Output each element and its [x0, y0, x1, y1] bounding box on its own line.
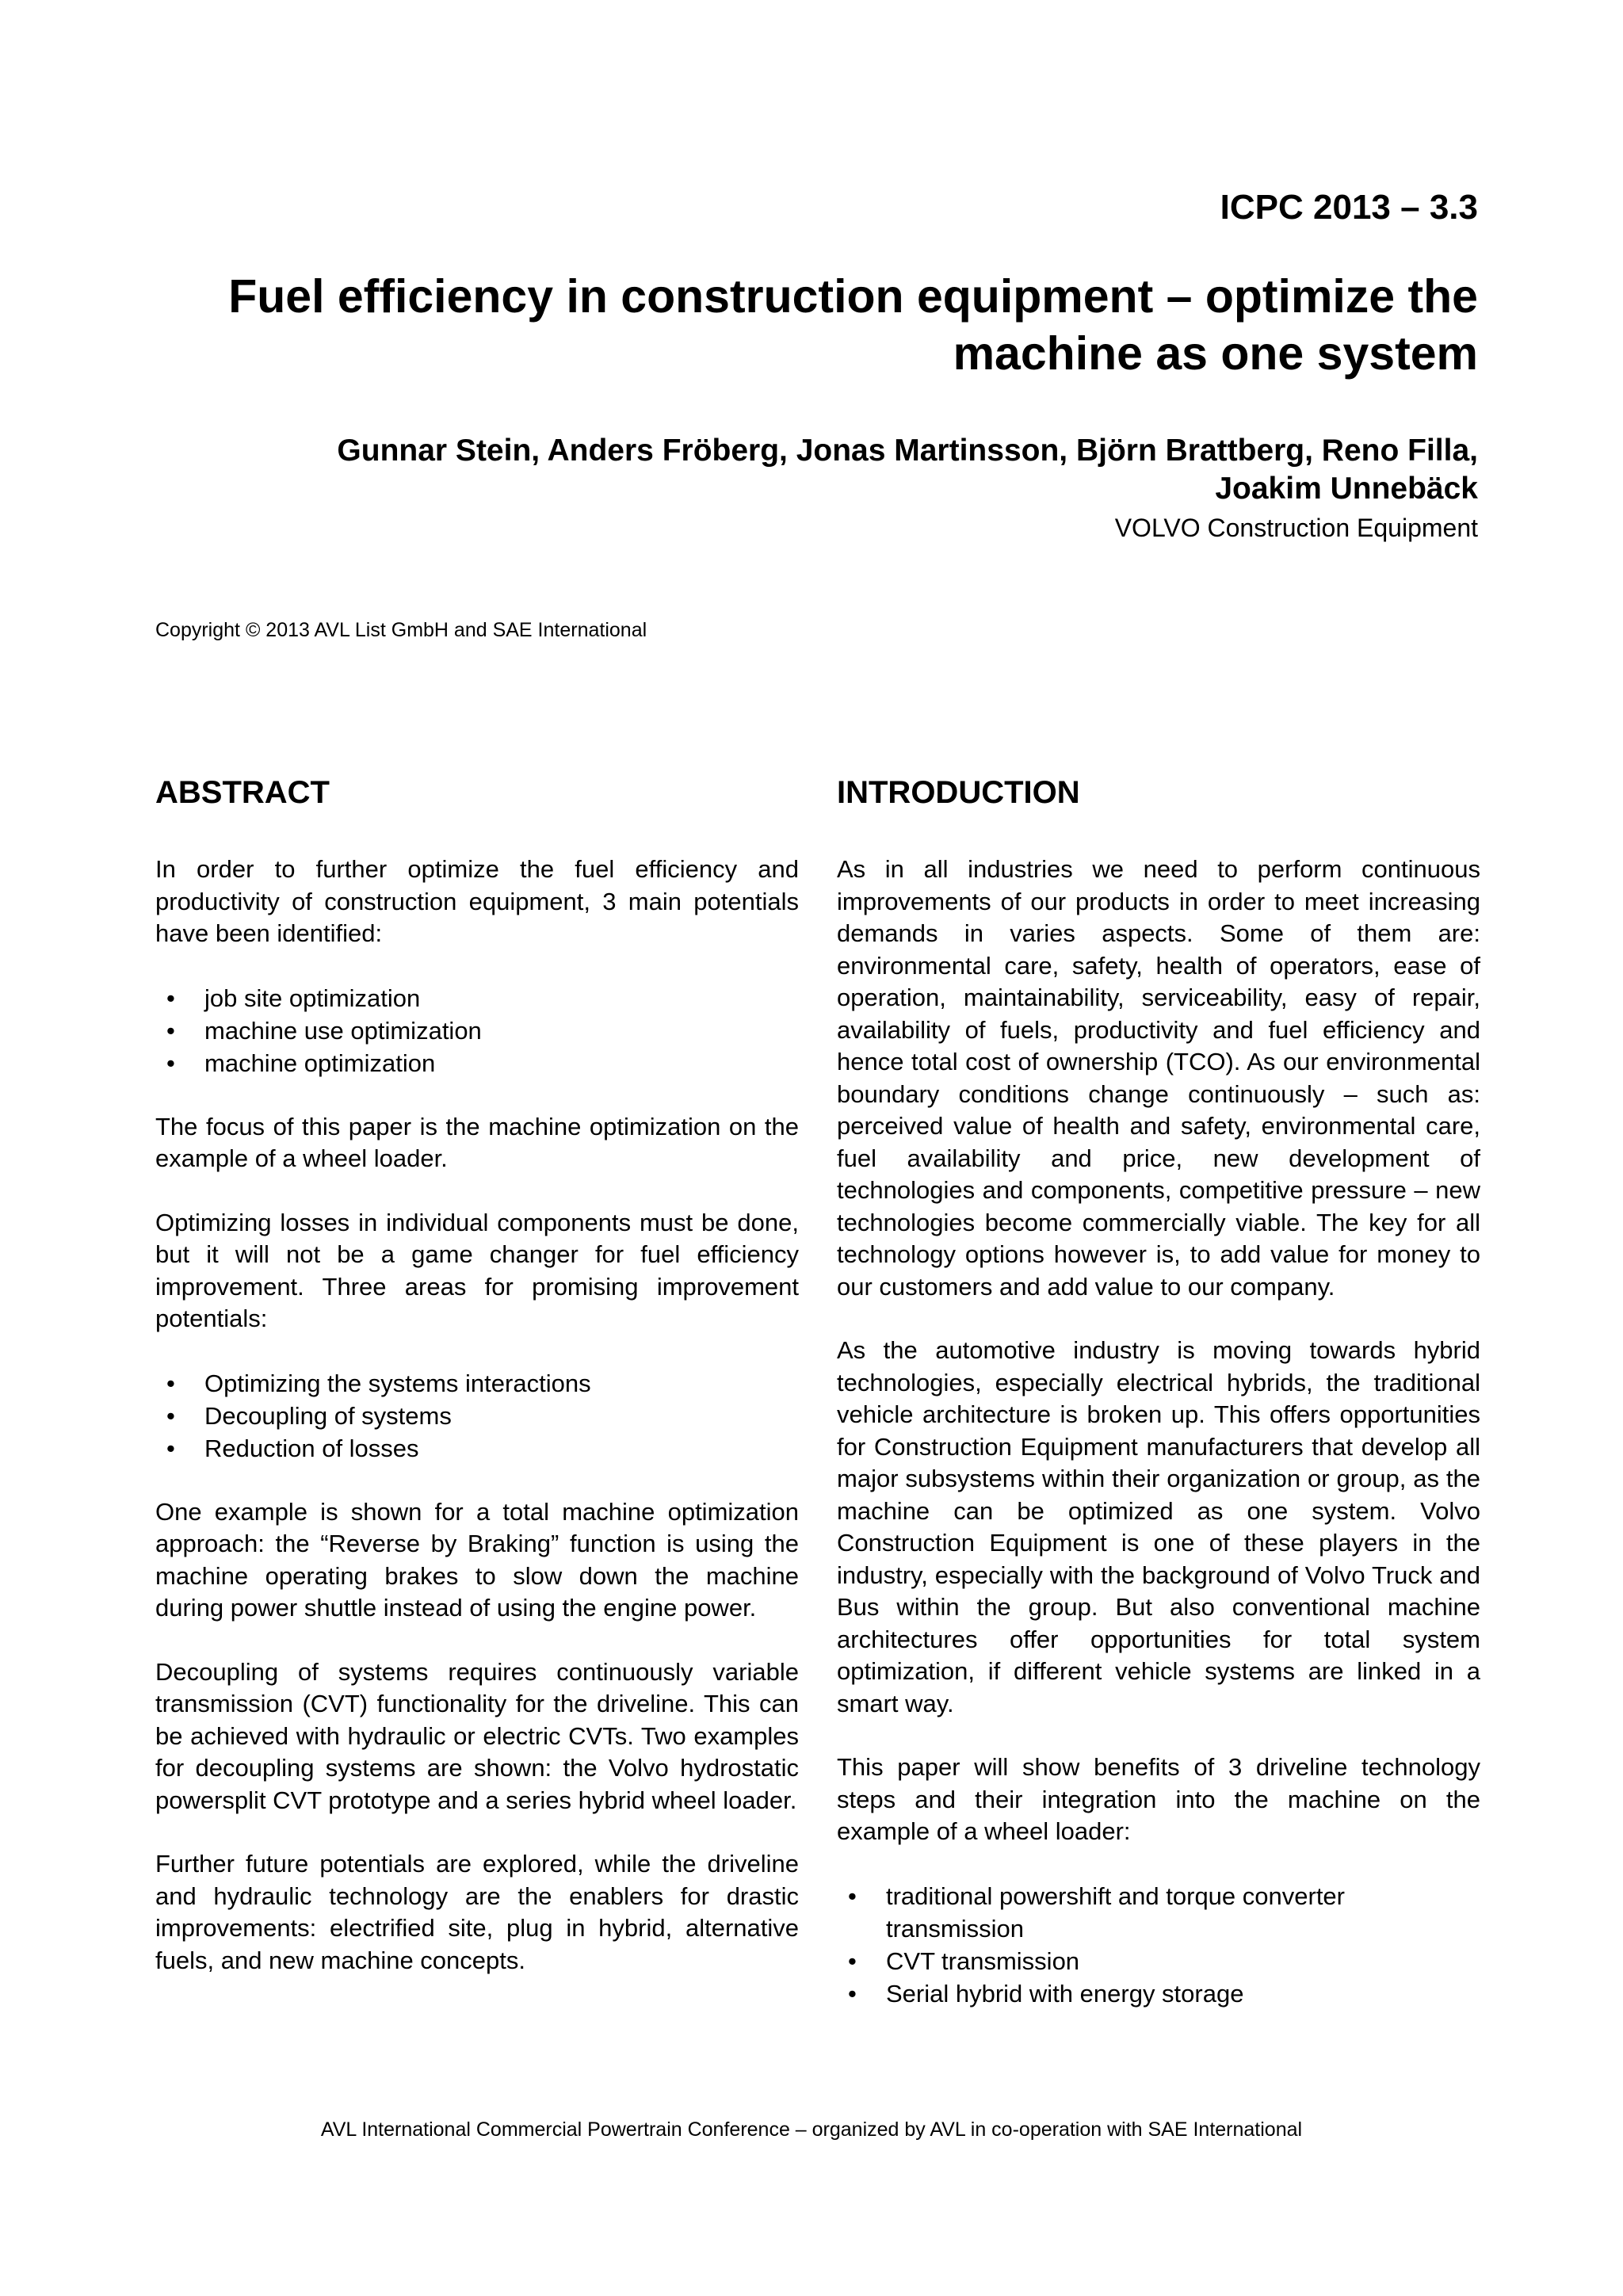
- introduction-heading: INTRODUCTION: [837, 775, 1080, 810]
- abstract-section: [155, 773, 799, 2008]
- author-list: [83, 432, 1478, 508]
- list-item-text: Reduction of losses: [204, 1434, 419, 1462]
- list-item: [155, 982, 799, 1014]
- list-item: [155, 1400, 799, 1432]
- abstract-heading: ABSTRACT: [155, 775, 330, 810]
- bullet-icon: •: [848, 1979, 857, 2008]
- abstract-paragraph-5: Decoupling of systems requires continuously variable transmission (CVT) functionality for the driveline. This can be achieved with hydraulic or electric CVTs. Two examples for decoupling systems are shown: the Volvo hydrostatic powersplit CVT prototype and a series hybrid wheel loader.: [155, 1657, 799, 1814]
- authors-line-2: Joakim Unnebäck: [1215, 472, 1478, 506]
- copyright-notice: Copyright © 2013 AVL List GmbH and SAE International: [155, 619, 647, 641]
- abstract-paragraph-4: One example is shown for a total machine optimization approach: the “Reverse by Braking” function is using the machine operating brakes to slow down the machine during power shuttle instead of using the engine power.: [155, 1497, 799, 1622]
- bullet-icon: •: [166, 1369, 175, 1397]
- authors-line-1: Gunnar Stein, Anders Fröberg, Jonas Martinsson, Björn Brattberg, Reno Filla,: [337, 434, 1478, 468]
- bullet-icon: •: [166, 984, 175, 1012]
- list-item: [155, 1432, 799, 1465]
- driveline-steps-list: [837, 1880, 1480, 2010]
- list-item: [837, 1880, 1480, 1945]
- list-item: [155, 1014, 799, 1047]
- abstract-paragraph-6: Further future potentials are explored, while the driveline and hydraulic technology are the enablers for drastic improvements: electrified site, plug in hybrid, alternative fuels, and new machine concepts.: [155, 1850, 799, 1974]
- introduction-paragraph-2: As the automotive industry is moving towards hybrid technologies, especially electrical hybrids, the traditional vehicle architecture is broken up. This offers opportunities for Construction Equipment manufacturers that develop all major subsystems within their organization or group, as the machine can be optimized as one system. Volvo Construction Equipment is one of these players in the industry, especially with the background of Volvo Truck and Bus within the group. But also conventional machine architectures offer opportunities for total system optimization, if different vehicle systems are linked in a smart way.: [837, 1336, 1480, 1717]
- introduction-section: [837, 773, 1480, 2042]
- list-item-text: Optimizing the systems interactions: [204, 1369, 591, 1397]
- bullet-icon: •: [166, 1049, 175, 1077]
- bullet-icon: •: [848, 1946, 857, 1975]
- conference-id: ICPC 2013 – 3.3: [1220, 188, 1478, 227]
- improvement-areas-list: [155, 1367, 799, 1465]
- list-item-text: job site optimization: [204, 984, 421, 1012]
- list-item: [155, 1367, 799, 1400]
- abstract-paragraph-3: Optimizing losses in individual components must be done, but it will not be a game changer for fuel efficiency improvement. Three areas for promising improvement potentials:: [155, 1208, 799, 1332]
- introduction-paragraph-1: As in all industries we need to perform continuous improvements of our products in order to meet increasing demands in varies aspects. Some of them are: environmental care, safety, health of operators, ease of operation, maintainability, serviceability, easy of repair, availability of fuels, productivity and fuel efficiency and hence total cost of ownership (TCO). As our environmental boundary conditions change continuously – such as: perceived value of health and safety, environmental care, fuel availability and price, new development of technologies and components, competitive pressure – new technologies become commercially viable. The key for all technology options however is, to add value for money to our customers and add value to our company.: [837, 855, 1480, 1301]
- list-item: [155, 1047, 799, 1079]
- list-item-text: machine use optimization: [204, 1016, 482, 1045]
- list-item-text: Decoupling of systems: [204, 1401, 452, 1430]
- introduction-paragraph-3: This paper will show benefits of 3 driveline technology steps and their integration into the machine on the example of a wheel loader:: [837, 1753, 1480, 1845]
- bullet-icon: •: [166, 1016, 175, 1045]
- list-item: [837, 1945, 1480, 1977]
- potentials-list: [155, 982, 799, 1079]
- bullet-icon: •: [166, 1401, 175, 1430]
- list-item-text: CVT transmission: [886, 1946, 1080, 1975]
- list-item: [837, 1977, 1480, 2010]
- page-footer: AVL International Commercial Powertrain Conference – organized by AVL in co-operation with SAE International: [320, 2118, 1303, 2141]
- affiliation: VOLVO Construction Equipment: [1114, 514, 1478, 542]
- list-item-text: traditional powershift and torque converter transmission: [886, 1881, 1345, 1943]
- list-item-text: Serial hybrid with energy storage: [886, 1979, 1244, 2008]
- bullet-icon: •: [848, 1881, 857, 1910]
- abstract-paragraph-1: In order to further optimize the fuel efficiency and productivity of construction equipment, 3 main potentials have been identified:: [155, 855, 799, 947]
- abstract-paragraph-2: The focus of this paper is the machine optimization on the example of a wheel loader.: [155, 1112, 799, 1172]
- list-item-text: machine optimization: [204, 1049, 436, 1077]
- paper-title: Fuel efficiency in construction equipment – optimize the machine as one system: [228, 270, 1478, 380]
- bullet-icon: •: [166, 1434, 175, 1462]
